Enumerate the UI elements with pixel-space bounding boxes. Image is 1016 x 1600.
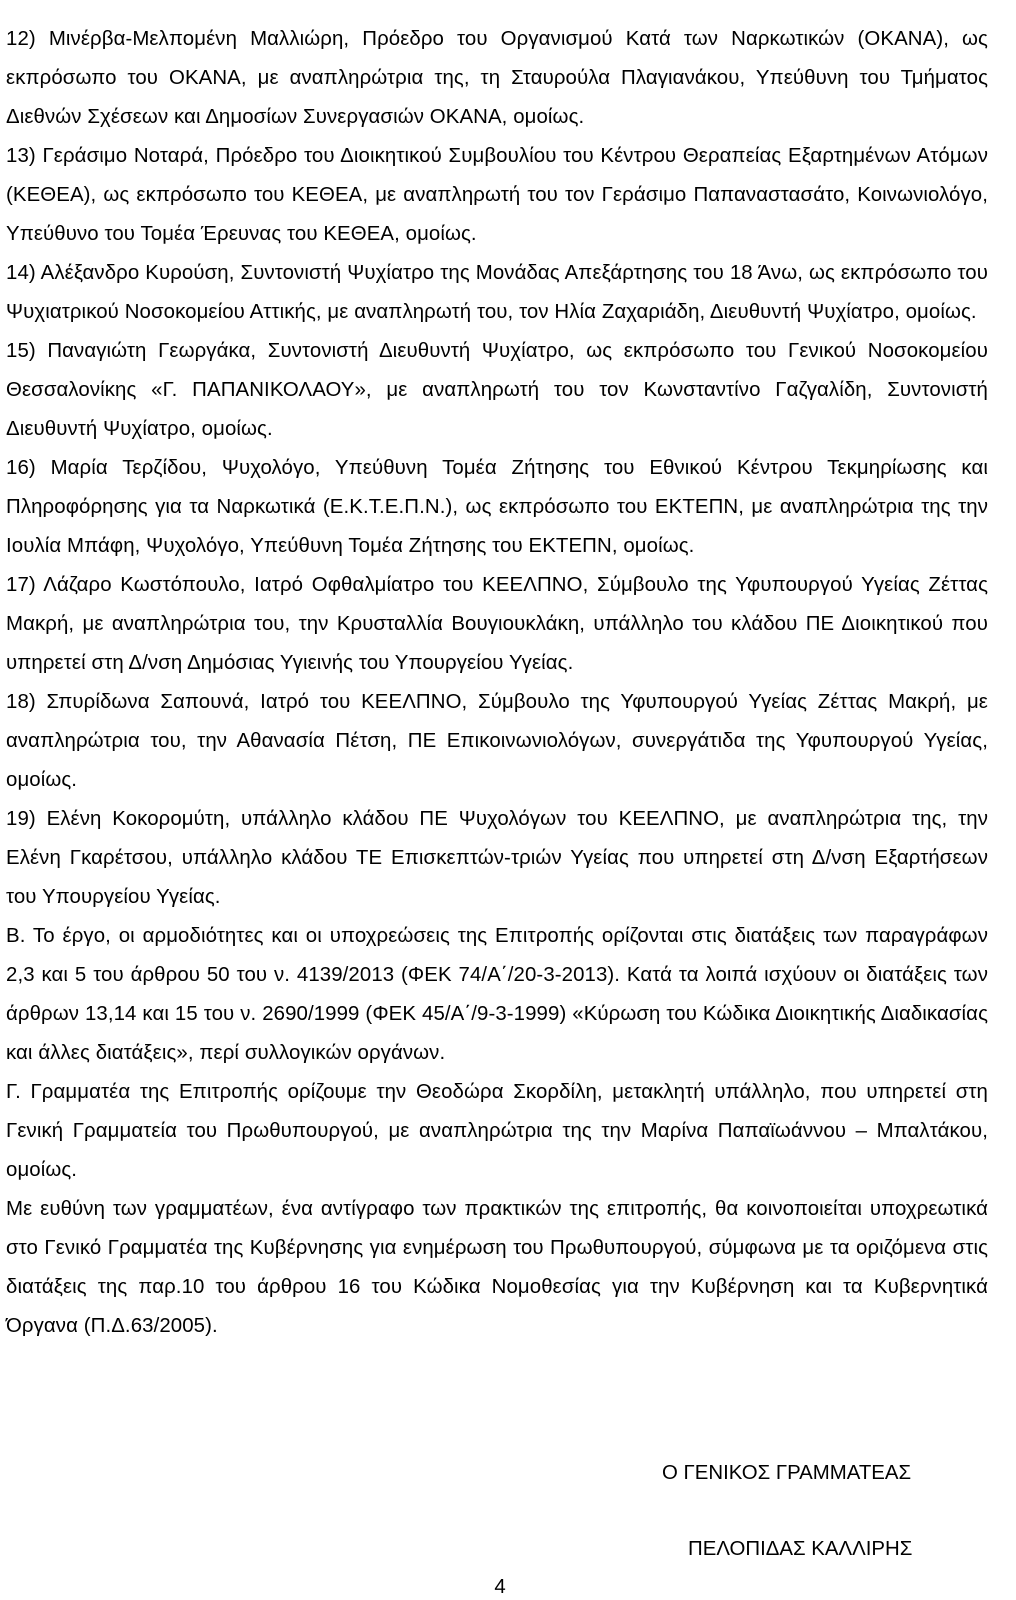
- document-page: [6, 20, 988, 1346]
- signature-name: ΠΕΛΟΠΙΔΑΣ ΚΑΛΛΙΡΗΣ: [688, 1538, 913, 1560]
- signature-title: Ο ΓΕΝΙΚΟΣ ΓΡΑΜΜΑΤΕΑΣ: [662, 1462, 912, 1484]
- paragraph-item-14: 14) Αλέξανδρο Κυρούση, Συντονιστή Ψυχίατρο της Μονάδας Απεξάρτησης του 18 Άνω, ως εκπρόσωπο του Ψυχιατρικού Νοσοκομείου Αττικής, με αναπληρωτή του, τον Ηλία Ζαχαριάδη, Διευθυντή Ψυχίατρο, ομοίως.: [6, 262, 988, 323]
- paragraph-item-12: 12) Μινέρβα-Μελπομένη Μαλλιώρη, Πρόεδρο του Οργανισμού Κατά των Ναρκωτικών (ΟΚΑΝΑ), ως εκπρόσωπο του ΟΚΑΝΑ, με αναπληρώτρια της, τη Σταυρούλα Πλαγιανάκου, Υπεύθυνη του Τμήματος Διεθνών Σχέσεων και Δημοσίων Συνεργασιών ΟΚΑΝΑ, ομοίως.: [6, 28, 988, 128]
- paragraph-section-b: Β. Το έργο, οι αρμοδιότητες και οι υποχρεώσεις της Επιτροπής ορίζονται στις διατάξεις των παραγράφων 2,3 και 5 του άρθρου 50 του ν. 4139/2013 (ΦΕΚ 74/Α΄/20-3-2013). Κατά τα λοιπά ισχύουν οι διατάξεις των άρθρων 13,14 και 15 του ν. 2690/1999 (ΦΕΚ 45/Α΄/9-3-1999) «Κύρωση του Κώδικα Διοικητικής Διαδικασίας και άλλες διατάξεις», περί συλλογικών οργάνων.: [6, 925, 988, 1064]
- paragraph-item-19: 19) Ελένη Κοκορομύτη, υπάλληλο κλάδου ΠΕ Ψυχολόγων του ΚΕΕΛΠΝΟ, με αναπληρώτρια της, την Ελένη Γκαρέτσου, υπάλληλο κλάδου ΤΕ Επισκεπτών-τριών Υγείας που υπηρετεί στη Δ/νση Εξαρτήσεων του Υπουργείου Υγείας.: [6, 808, 988, 908]
- paragraph-section-c: Γ. Γραμματέα της Επιτροπής ορίζουμε την Θεοδώρα Σκορδίλη, μετακλητή υπάλληλο, που υπηρετεί στη Γενική Γραμματεία του Πρωθυπουργού, με αναπληρώτρια της την Μαρίνα Παπαϊωάννου – Μπαλτάκου, ομοίως.: [6, 1081, 988, 1181]
- paragraph-item-15: 15) Παναγιώτη Γεωργάκα, Συντονιστή Διευθυντή Ψυχίατρο, ως εκπρόσωπο του Γενικού Νοσοκομείου Θεσσαλονίκης «Γ. ΠΑΠΑΝΙΚΟΛΑΟΥ», με αναπληρωτή του τον Κωνσταντίνο Γαζγαλίδη, Συντονιστή Διευθυντή Ψυχίατρο, ομοίως.: [6, 340, 988, 440]
- paragraph-item-16: 16) Μαρία Τερζίδου, Ψυχολόγο, Υπεύθυνη Τομέα Ζήτησης του Εθνικού Κέντρου Τεκμηρίωσης και Πληροφόρησης για τα Ναρκωτικά (Ε.Κ.Τ.Ε.Π.Ν.), ως εκπρόσωπο του ΕΚΤΕΠΝ, με αναπληρώτρια της την Ιουλία Μπάφη, Ψυχολόγο, Υπεύθυνη Τομέα Ζήτησης του ΕΚΤΕΠΝ, ομοίως.: [6, 457, 988, 557]
- paragraph-item-13: 13) Γεράσιμο Νοταρά, Πρόεδρο του Διοικητικού Συμβουλίου του Κέντρου Θεραπείας Εξαρτημένων Ατόμων (ΚΕΘΕΑ), ως εκπρόσωπο του ΚΕΘΕΑ, με αναπληρωτή του τον Γεράσιμο Παπαναστασάτο, Κοινωνιολόγο, Υπεύθυνο του Τομέα Έρευνας του ΚΕΘΕΑ, ομοίως.: [6, 145, 988, 245]
- paragraph-item-18: 18) Σπυρίδωνα Σαπουνά, Ιατρό του ΚΕΕΛΠΝΟ, Σύμβουλο της Υφυπουργού Υγείας Ζέττας Μακρή, με αναπληρώτρια του, την Αθανασία Πέτση, ΠΕ Επικοινωνιολόγων, συνεργάτιδα της Υφυπουργού Υγείας, ομοίως.: [6, 691, 988, 791]
- paragraph-closing: Με ευθύνη των γραμματέων, ένα αντίγραφο των πρακτικών της επιτροπής, θα κοινοποιείται υποχρεωτικά στο Γενικό Γραμματέα της Κυβέρνησης για ενημέρωση του Πρωθυπουργού, σύμφωνα με τα οριζόμενα στις διατάξεις της παρ.10 του άρθρου 16 του Κώδικα Νομοθεσίας για την Κυβέρνηση και τα Κυβερνητικά Όργανα (Π.Δ.63/2005).: [6, 1198, 988, 1337]
- paragraph-item-17: 17) Λάζαρο Κωστόπουλο, Ιατρό Οφθαλμίατρο του ΚΕΕΛΠΝΟ, Σύμβουλο της Υφυπουργού Υγείας Ζέττας Μακρή, με αναπληρώτρια του, την Κρυσταλλία Βουγιουκλάκη, υπάλληλο του κλάδου ΠΕ Διοικητικού που υπηρετεί στη Δ/νση Δημόσιας Υγιεινής του Υπουργείου Υγείας.: [6, 574, 988, 674]
- page-number: 4: [494, 1576, 506, 1598]
